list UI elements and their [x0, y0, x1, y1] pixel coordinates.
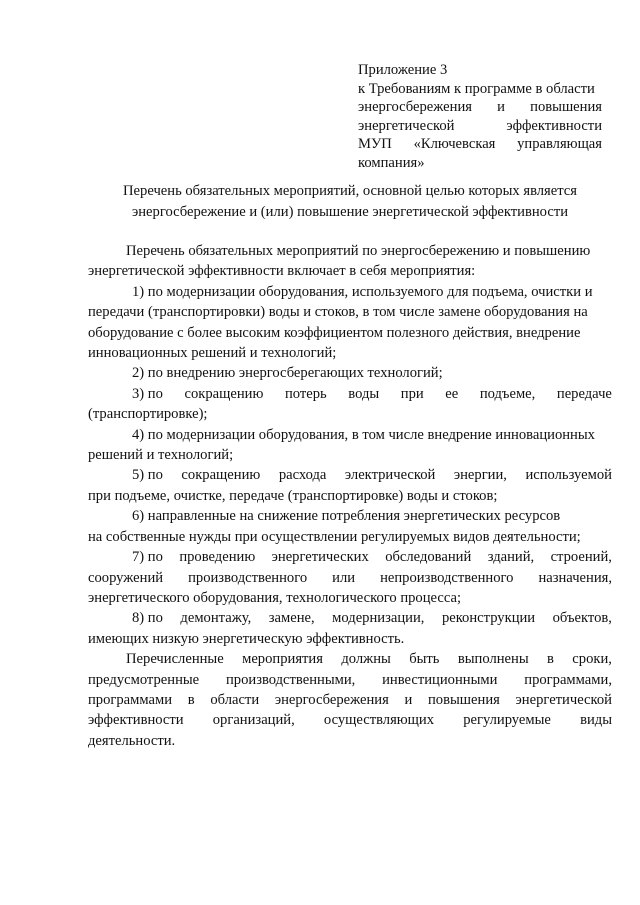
appendix-number: Приложение 3 [358, 62, 448, 78]
word: электрической [344, 467, 436, 484]
text-line [88, 547, 612, 567]
word: сроки, [572, 651, 612, 668]
text-line: на собственные нужды при осуществлении регулируемых видов деятельности; [88, 528, 581, 545]
word: 8) по [132, 610, 163, 627]
text-line [88, 670, 612, 690]
text-line [88, 690, 612, 710]
word: используемой [525, 467, 612, 484]
word: эффективности [506, 117, 602, 134]
word: зданий, [487, 549, 535, 566]
word: 7) по [132, 549, 163, 566]
text-line: деятельности. [88, 732, 176, 749]
document-body [88, 241, 612, 751]
title-line-2: энергосбережение и (или) повышение энергетической эффективности [131, 204, 569, 220]
list-item-8 [88, 608, 612, 649]
text-line [88, 710, 612, 730]
text-line [88, 568, 612, 588]
list-item-1 [88, 282, 612, 364]
text-line: решений и технологий; [88, 447, 234, 464]
word: 3) по [132, 385, 163, 402]
word: в [187, 691, 195, 708]
word: Перечисленные [126, 651, 224, 668]
word: сокращению [181, 467, 261, 484]
text-line: имеющих низкую энергетическую эффективность. [88, 630, 405, 647]
word: выполнены [457, 651, 529, 668]
list-item-3 [88, 384, 612, 425]
word: сооружений [88, 569, 164, 586]
word: виды [580, 712, 612, 729]
word: проведению [179, 549, 256, 566]
word: быть [409, 651, 440, 668]
intro-paragraph [88, 241, 612, 282]
word: замене, [268, 610, 315, 627]
appendix-reference-line4 [358, 117, 602, 136]
word: повышения [530, 99, 602, 116]
word: программами, [524, 671, 612, 688]
appendix-reference: к Требованиям к программе в области [358, 80, 595, 97]
text-line: 1) по модернизации оборудования, используемого для подъема, очистки и [132, 283, 593, 300]
list-item-5 [88, 465, 612, 506]
word: энергетической [515, 691, 612, 708]
word: энергии, [453, 467, 507, 484]
word: демонтажу, [180, 610, 252, 627]
list-item-7 [88, 547, 612, 608]
text-line: 4) по модернизации оборудования, в том числе внедрение инновационных [132, 426, 595, 443]
word: организаций, [212, 712, 295, 729]
word: модернизации, [332, 610, 425, 627]
text-line: передачи (транспортировки) воды и стоков, в том числе замене оборудования на [88, 304, 588, 321]
text-line: 6) направленные на снижение потребления энергетических ресурсов [132, 508, 561, 525]
word: потерь [284, 385, 327, 402]
appendix-reference-line5 [358, 135, 602, 154]
word: реконструкции [441, 610, 536, 627]
word: повышения [428, 691, 500, 708]
text-line: Перечень обязательных мероприятий по энергосбережению и повышению [126, 243, 591, 259]
word: ее [445, 385, 459, 402]
word: «Ключевская [413, 136, 496, 153]
word: сокращению [184, 385, 264, 402]
text-line [88, 384, 612, 404]
word: и [497, 99, 505, 116]
word: области [210, 691, 260, 708]
appendix-header [358, 61, 602, 173]
text-line [88, 649, 612, 669]
word: МУП [358, 136, 392, 153]
text-line: энергетического оборудования, технологического процесса; [88, 589, 462, 606]
word: или [332, 569, 356, 586]
word: предусмотренные [88, 671, 200, 688]
word: передаче [556, 385, 612, 402]
text-line: оборудование с более высоким коэффициентом полезного действия, внедрение [88, 324, 581, 341]
word: производственными, [225, 671, 356, 688]
word: расхода [278, 467, 327, 484]
word: объектов, [552, 610, 612, 627]
word: 5) по [132, 467, 163, 484]
text-line [88, 608, 612, 628]
word: производственного [188, 569, 308, 586]
word: при [400, 385, 424, 402]
word: эффективности [88, 712, 184, 729]
word: мероприятия [242, 651, 323, 668]
document-title [88, 181, 612, 223]
word: осуществляющих [323, 712, 435, 729]
list-item-4 [88, 425, 612, 466]
word: инвестиционными [382, 671, 498, 688]
text-line: энергетической эффективности включает в себя мероприятия: [88, 263, 476, 280]
text-line: при подъеме, очистке, передаче (транспортировке) воды и стоков; [88, 487, 498, 504]
text-line [88, 465, 612, 485]
appendix-reference-line6: компания» [358, 154, 425, 171]
word: регулируемые [463, 712, 551, 729]
text-line: инновационных решений и технологий; [88, 345, 337, 362]
word: должны [341, 651, 391, 668]
word: подъеме, [479, 385, 536, 402]
word: обследований [385, 549, 472, 566]
word: воды [348, 385, 380, 402]
list-item-6 [88, 506, 612, 547]
closing-paragraph [88, 649, 612, 751]
word: энергетической [358, 117, 455, 134]
title-line-1: Перечень обязательных мероприятий, основной целью которых является [123, 183, 577, 199]
word: энергосбережения [358, 99, 472, 116]
word: программами [88, 691, 173, 708]
word: управляющая [517, 136, 602, 153]
word: энергетических [271, 549, 369, 566]
word: назначения, [538, 569, 612, 586]
text-line: 2) по внедрению энергосберегающих технологий; [132, 365, 443, 382]
word: и [404, 691, 413, 708]
text-line: (транспортировке); [88, 406, 208, 423]
list-item-2 [88, 363, 612, 383]
word: строений, [550, 549, 612, 566]
word: в [547, 651, 554, 668]
word: непроизводственного [380, 569, 514, 586]
appendix-reference-line3 [358, 98, 602, 117]
word: энергосбережения [274, 691, 389, 708]
